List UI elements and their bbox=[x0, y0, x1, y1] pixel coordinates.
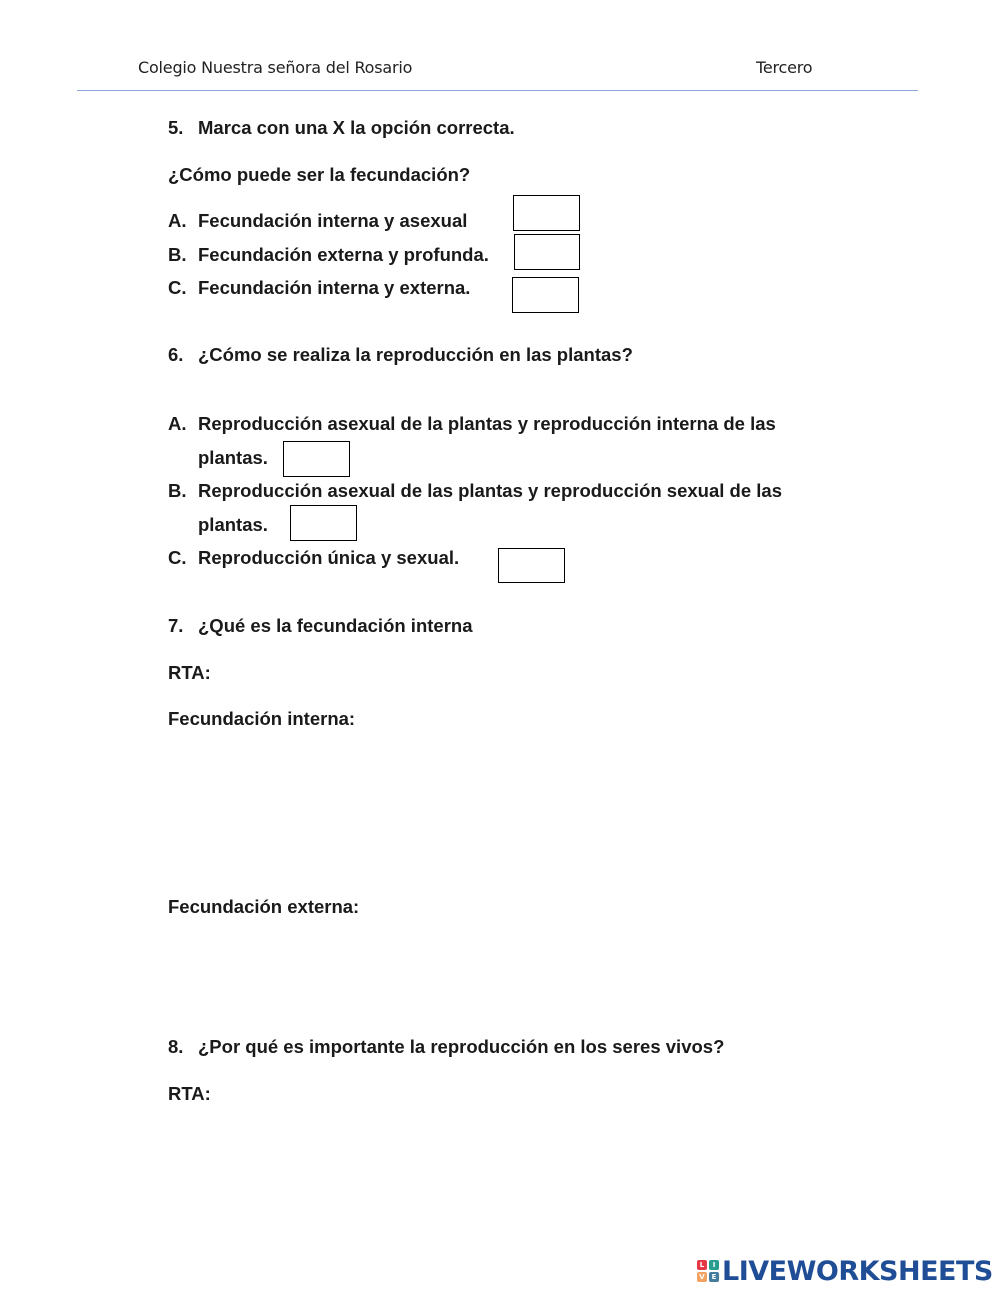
q5-option-b-checkbox[interactable] bbox=[514, 234, 580, 270]
q6-option-a-checkbox[interactable] bbox=[283, 441, 350, 477]
q5-subquestion: ¿Cómo puede ser la fecundación? bbox=[168, 164, 471, 185]
q6-option-a-line1: Reproducción asexual de la plantas y reproducción interna de las bbox=[198, 413, 776, 434]
q6-option-a-letter: A. bbox=[168, 413, 187, 434]
q6-option-a-line2: plantas. bbox=[198, 447, 268, 468]
q5-option-a-letter: A. bbox=[168, 210, 187, 231]
external-fertilization-label: Fecundación externa: bbox=[168, 896, 360, 917]
q6-option-c-checkbox[interactable] bbox=[498, 548, 565, 583]
q5-option-a-checkbox[interactable] bbox=[513, 195, 580, 231]
q7-number: 7. bbox=[168, 615, 184, 636]
q6-text: ¿Cómo se realiza la reproducción en las plantas? bbox=[198, 344, 633, 365]
liveworksheets-logo bbox=[697, 1257, 993, 1285]
internal-fertilization-label: Fecundación interna: bbox=[168, 708, 356, 729]
q5-option-a-text: Fecundación interna y asexual bbox=[198, 210, 468, 231]
q6-option-b-letter: B. bbox=[168, 480, 187, 501]
logo-mark-icon: L I V E bbox=[697, 1260, 719, 1282]
school-name: Colegio Nuestra señora del Rosario bbox=[138, 58, 413, 77]
q8-number: 8. bbox=[168, 1036, 184, 1057]
q8-answer-label: RTA: bbox=[168, 1083, 211, 1104]
q6-option-c-letter: C. bbox=[168, 547, 187, 568]
q6-option-b-line2: plantas. bbox=[198, 514, 268, 535]
q6-number: 6. bbox=[168, 344, 184, 365]
q5-option-b-text: Fecundación externa y profunda. bbox=[198, 244, 489, 265]
q6-option-b-checkbox[interactable] bbox=[290, 505, 357, 541]
q5-option-c-checkbox[interactable] bbox=[512, 277, 579, 313]
q5-option-c-letter: C. bbox=[168, 277, 187, 298]
q5-option-b-letter: B. bbox=[168, 244, 187, 265]
q5-text: Marca con una X la opción correcta. bbox=[198, 117, 515, 138]
logo-text: LIVEWORKSHEETS bbox=[722, 1255, 993, 1287]
q5-option-c-text: Fecundación interna y externa. bbox=[198, 277, 471, 298]
q6-option-b-line1: Reproducción asexual de las plantas y reproducción sexual de las bbox=[198, 480, 782, 501]
header-divider bbox=[77, 90, 918, 91]
grade-label: Tercero bbox=[756, 58, 813, 77]
q6-option-c-text: Reproducción única y sexual. bbox=[198, 547, 460, 568]
q5-number: 5. bbox=[168, 117, 184, 138]
q7-answer-label: RTA: bbox=[168, 662, 211, 683]
q7-text: ¿Qué es la fecundación interna bbox=[198, 615, 473, 636]
q8-text: ¿Por qué es importante la reproducción en los seres vivos? bbox=[198, 1036, 725, 1057]
